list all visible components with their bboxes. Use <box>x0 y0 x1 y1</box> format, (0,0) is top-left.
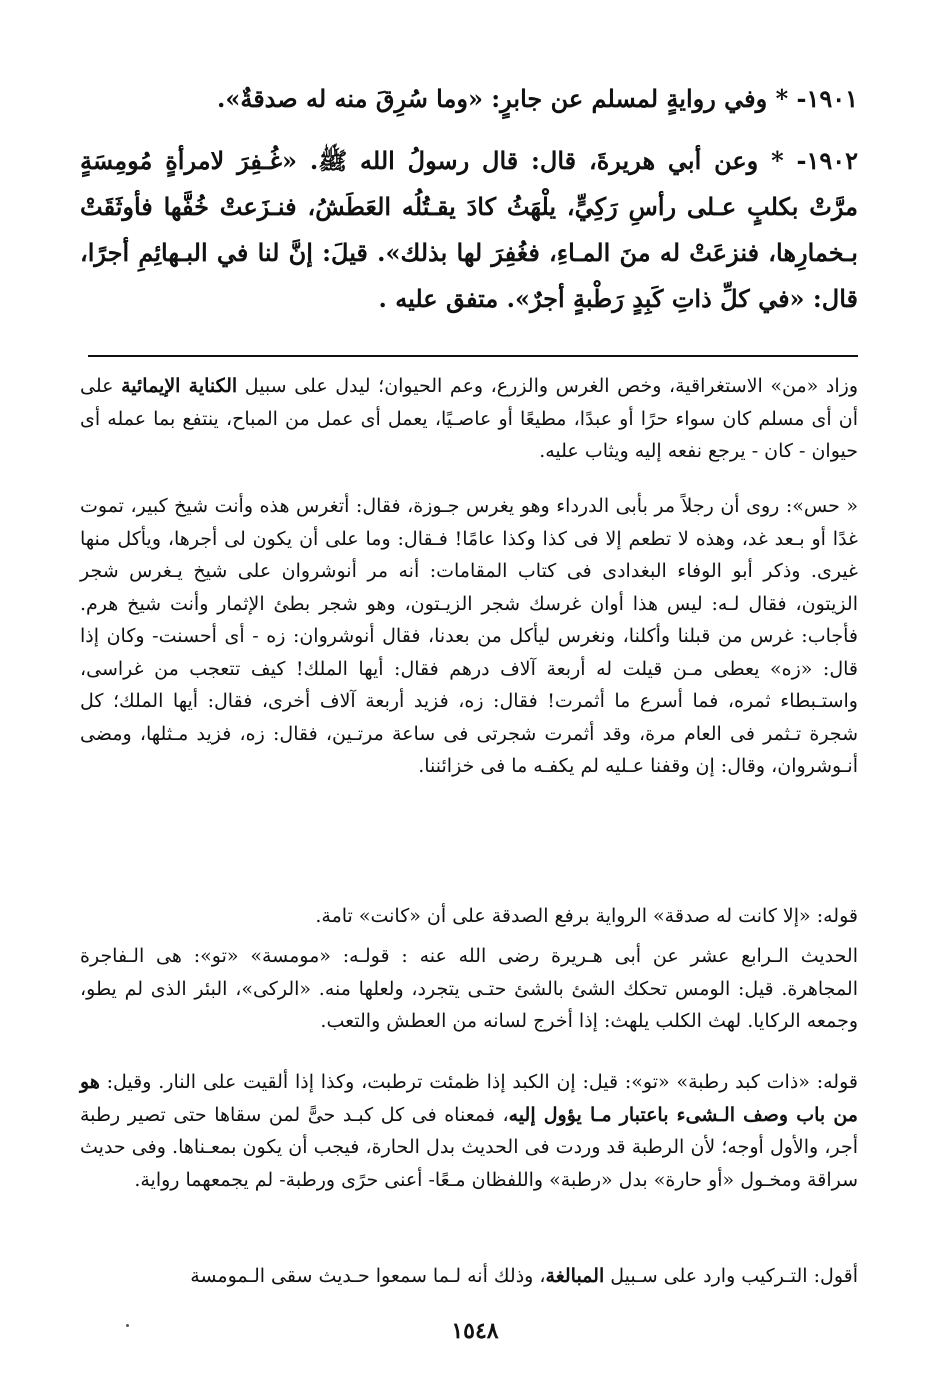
commentary-bold-term: المبالغة <box>545 1265 605 1287</box>
commentary-text: ، وذلك أنه لـما سمعوا حـديث سقى الـمومسة <box>190 1265 546 1287</box>
commentary-paragraph-2 <box>80 490 858 783</box>
commentary-text: الحديث الـرابع عشر عن أبى هـريرة رضى الله عنه : قولـه: «مومسة» «تو»: هى الـفاجرة المجاهرة. قيل: الومس تحكك الشئ بالشئ حتـى يتجرد، ولعلها منه. «الركى»، البئر الذى لم يطو، وجمعه الركايا. لهث الكلب يلهث: إذا أخرج لسانه من العطش والتعب. <box>80 945 858 1032</box>
page-number: ١٥٤٨ <box>451 1318 499 1344</box>
commentary-paragraph-6 <box>80 1260 858 1293</box>
hadith-1902: ١٩٠٢- * وعن أبي هريرةَ، قال: قال رسولُ الله ﷺ. «غُـفِرَ لامرأةٍ مُومِسَةٍ مرَّتْ بكلبٍ عـلى رأسِ رَكِيٍّ، يلْهَثُ كادَ يقـتُلُه العَطَشُ، فنـزَعتْ خُفَّها فأوثَقَتْ بـخمارِها، فنزعَتْ له منَ المـاءِ، فغُفِرَ لها بذلك». قيلَ: إنَّ لنا في البـهائِمِ أجرًا، قال: «في كلِّ ذاتِ كَبِدٍ رَطْبةٍ أجرٌ». متفق عليه . <box>80 146 858 313</box>
commentary-paragraph-1 <box>80 370 858 468</box>
footnote-separator <box>88 355 858 357</box>
commentary-text: على أن أى مسلم كان سواء حرًا أو عبدًا، مطيعًا أو عاصـيًا، يعمل أى عمل من المباح، ينتفع بما عمله أى حيوان - كان - يرجع نفعه إليه ويثاب عليه. <box>80 375 858 462</box>
scan-speck <box>126 1324 129 1327</box>
commentary-text: قوله: «إلا كانت له صدقة» الرواية برفع الصدقة على أن «كانت» تامة. <box>315 905 858 927</box>
commentary-text: ، فمعناه فى كل كبـد حىًّ لمن سقاها حتى تصير رطبة أجر، والأول أوجه؛ لأن الرطبة قد وردت فى الحديث بدل الحارة، فيجب أن يكون بمعـناها. وفى حديث سراقة ومخـول «أو حارة» بدل «رطبة» واللفظان مـعًا- أعنى حرًى ورطبة- لم يجمعهما رواية. <box>80 1103 858 1191</box>
commentary-text: قوله: «ذات كبد رطبة» «تو»: قيل: إن الكبد إذا ظمئت ترطبت، وكذا إذا ألقيت على النار. وقيل: <box>99 1071 858 1093</box>
commentary-paragraph-3 <box>80 900 858 933</box>
commentary-text: أقول: التـركيب وارد على سـبيل <box>604 1265 858 1287</box>
commentary-bold-term: هو من باب وصف الـشىء باعتبار مـا يؤول إليه <box>80 1071 858 1126</box>
hadith-1901: ١٩٠١- * وفي روايةٍ لمسلم عن جابرٍ: «وما سُرِقَ منه له صدقةٌ». <box>216 84 858 113</box>
commentary-paragraph-4 <box>80 940 858 1038</box>
commentary-paragraph-5 <box>80 1066 858 1196</box>
commentary-text: وزاد «من» الاستغراقية، وخص الغرس والزرع، وعم الحيوان؛ ليدل على سبيل <box>237 375 858 397</box>
commentary-bold-term: الكناية الإيمائية <box>121 375 238 397</box>
commentary-text: « حس»: روى أن رجلاً مر بأبى الدرداء وهو يغرس جـوزة، فقال: أتغرس هذه وأنت شيخ كبير، تموت غدًا أو بـعد غد، وهذه لا تطعم إلا فى كذا وكذا عامًا! فـقال: وما على أن يكون لى أجرها، ويأكل منها غيرى. وذكر أبو الوفاء البغدادى فى كتاب المقامات: أنه مر أنوشروان على شيخ يـغرس شجر الزيتون، فقال لـه: ليس هذا أوان غرسك شجر الزيـتون، وهو شجر بطئ الإثمار وأنت شيخ هرم. فأجاب: غرس من قبلنا وأكلنا، ونغرس ليأكل من بعدنا، فقال أنوشروان: زه - أى أحسنت- وكان إذا قال: «زه» يعطى مـن قيلت له أربعة آلاف درهم فقال: أيها الملك! كيف تتعجب من غراسى، واستـبطاء ثمره، فما أسرع ما أثمرت! فقال: زه، فزيد أربعة آلاف أخرى، فقال: أيها الملك؛ كل شجرة تـثمر فى العام مرة، وقد أثمرت شجرتى فى ساعة مرتـين، فقال: زه، فزيد مـثلها، ومضى أنـوشروان، وقال: إن وقفنا عـليه لم يكفـه ما فى خزائننا. <box>80 495 858 777</box>
